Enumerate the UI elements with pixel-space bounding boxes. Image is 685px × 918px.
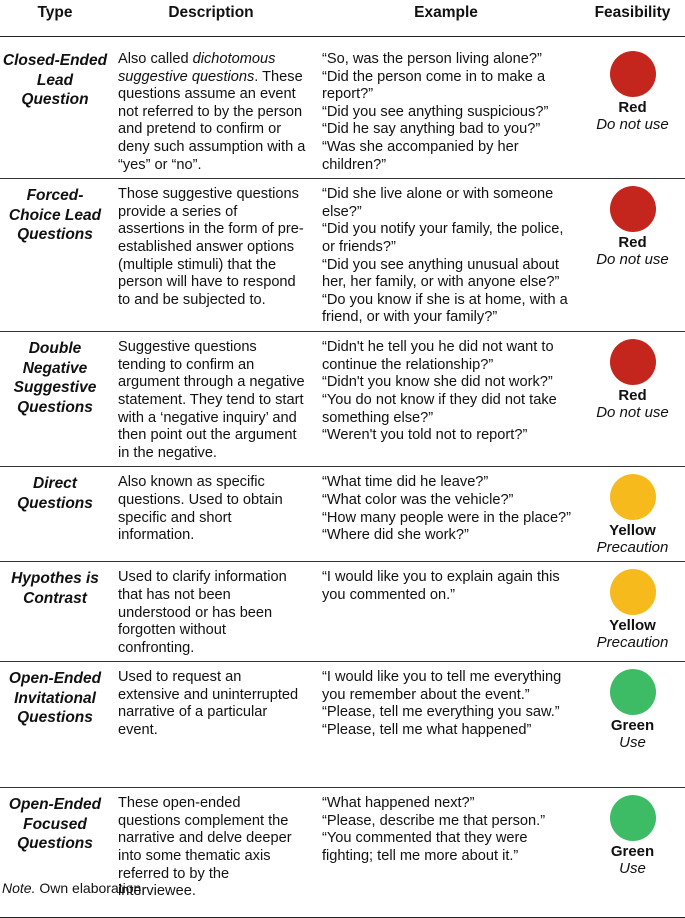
example-item: “Please, describe me that person.”	[322, 812, 546, 829]
feasibility-label: Red	[618, 99, 647, 116]
question-examples	[312, 332, 580, 467]
example-item: “Did you see anything unusual about her, her family, or with anyone else?”	[322, 256, 560, 291]
note-text: Own elaboration.	[35, 880, 146, 896]
header-row	[0, 0, 685, 37]
example-item: “Didn't he tell you he did not want to continue the relationship?”	[322, 339, 554, 373]
description-pre: These open-ended questions complement the narrative and delve deeper into some thematic axis referred to by the interviewee.	[118, 795, 292, 900]
question-description	[110, 662, 312, 788]
question-examples	[312, 37, 580, 179]
example-item: “What color was the vehicle?”	[322, 491, 514, 508]
question-type: Open-Ended Focused Questions	[0, 788, 110, 918]
feasibility-label: Red	[618, 234, 647, 252]
question-description	[110, 332, 312, 467]
feasibility-note: Do not use	[596, 251, 669, 269]
example-item: “What happened next?”	[322, 795, 475, 812]
example-item: “You do not know if they did not take something else?”	[322, 391, 557, 426]
green-light-icon	[610, 669, 656, 715]
table-row	[0, 37, 685, 179]
example-item: “I would like you to explain again this you commented on.”	[322, 569, 560, 603]
green-light-icon	[610, 795, 656, 841]
feasibility-label: Green	[610, 843, 655, 861]
question-description	[110, 467, 312, 562]
table-row	[0, 332, 685, 467]
feasibility-label: Green	[610, 717, 655, 735]
example-item: “Did the person come in to make a report?”	[322, 68, 546, 103]
feasibility-label: Yellow	[609, 522, 656, 540]
question-type: Double Negative Suggestive Questions	[0, 332, 110, 467]
feasibility-cell	[580, 179, 685, 332]
feasibility-cell	[580, 562, 685, 662]
description-pre: Used to request an extensive and uninterrupted narrative of a particular event.	[118, 669, 299, 739]
table-row	[0, 179, 685, 332]
question-examples	[312, 788, 580, 918]
feasibility-label: Yellow	[609, 617, 656, 635]
feasibility-note: Do not use	[596, 404, 669, 422]
example-item: “What time did he leave?”	[322, 474, 489, 491]
question-type: Hypothes is Contrast	[0, 562, 110, 662]
description-pre: Also known as specific questions. Used to obtain specific and short information.	[118, 474, 283, 544]
question-description	[110, 179, 312, 332]
question-type: Direct Questions	[0, 467, 110, 562]
header-type: Type	[0, 0, 110, 37]
description-pre: Suggestive questions tending to confirm an argument through a negative statement. They tend to start with a ‘negative inquiry’ and then point out the argument in the negative.	[118, 339, 305, 461]
table-row	[0, 467, 685, 562]
header-description: Description	[110, 0, 312, 37]
description-pre: Also called	[118, 51, 193, 67]
example-item: “Did you see anything suspicious?”	[322, 103, 549, 120]
feasibility-cell	[580, 788, 685, 918]
example-item: “Didn't you know she did not work?”	[322, 374, 553, 391]
example-item: “I would like you to tell me everything you remember about the event.”	[322, 669, 562, 703]
example-item: “How many people were in the place?”	[322, 509, 572, 526]
table-row	[0, 662, 685, 788]
question-description	[110, 788, 312, 918]
feasibility-cell	[580, 662, 685, 788]
example-item: “Did she live alone or with someone else?”	[322, 186, 554, 220]
yellow-light-icon	[610, 569, 656, 615]
question-type: Open-Ended Invitational Questions	[0, 662, 110, 788]
example-item: “Was she accompanied by her children?”	[322, 138, 519, 173]
question-examples	[312, 662, 580, 788]
feasibility-cell	[580, 37, 685, 179]
example-item: “Did you notify your family, the police, or friends?”	[322, 221, 564, 255]
example-item: “Weren't you told not to report?”	[322, 427, 528, 444]
question-description	[110, 37, 312, 179]
question-examples	[312, 562, 580, 662]
question-examples	[312, 179, 580, 332]
example-item: “Please, tell me what happened”	[322, 722, 532, 739]
table-row	[0, 788, 685, 918]
feasibility-cell	[580, 467, 685, 562]
table-row	[0, 562, 685, 662]
example-item: “Please, tell me everything you saw.”	[322, 704, 560, 721]
example-item: “So, was the person living alone?”	[322, 51, 542, 67]
red-light-icon	[610, 186, 656, 232]
feasibility-cell	[580, 332, 685, 467]
question-examples	[312, 467, 580, 562]
red-light-icon	[610, 339, 656, 385]
feasibility-note: Precaution	[596, 634, 669, 652]
example-item: “Do you know if she is at home, with a friend, or with your family?”	[322, 291, 568, 326]
yellow-light-icon	[610, 474, 656, 520]
description-em: dichotomous suggestive questions	[118, 51, 276, 85]
example-item: “Did he say anything bad to you?”	[322, 121, 541, 138]
table-body	[0, 37, 685, 918]
table-note	[2, 880, 145, 896]
header-feasibility: Feasibility	[580, 0, 685, 37]
feasibility-note: Use	[619, 860, 646, 878]
question-type: Forced-Choice Lead Questions	[0, 179, 110, 332]
description-post: . These questions assume an event not referred to by the person and pretend to confirm or deny such assumption with a “yes” or “no”.	[118, 68, 306, 173]
feasibility-label: Red	[618, 387, 647, 405]
feasibility-note: Precaution	[596, 539, 669, 557]
description-pre: Those suggestive questions provide a series of assertions in the form of pre-established answer options (multiple stimuli) that the person will have to respond to and be subjected to.	[118, 186, 304, 308]
example-item: “You commented that they were fighting; tell me more about it.”	[322, 830, 528, 865]
description-pre: Used to clarify information that has not been understood or has been forgotten without confronting.	[118, 569, 287, 656]
feasibility-note: Use	[619, 734, 646, 752]
red-light-icon	[610, 51, 656, 97]
header-example: Example	[312, 0, 580, 37]
note-label: Note.	[2, 880, 36, 896]
question-type: Closed-Ended Lead Question	[0, 37, 110, 179]
example-item: “Where did she work?”	[322, 527, 469, 544]
feasibility-note: Do not use	[596, 116, 669, 133]
question-description	[110, 562, 312, 662]
